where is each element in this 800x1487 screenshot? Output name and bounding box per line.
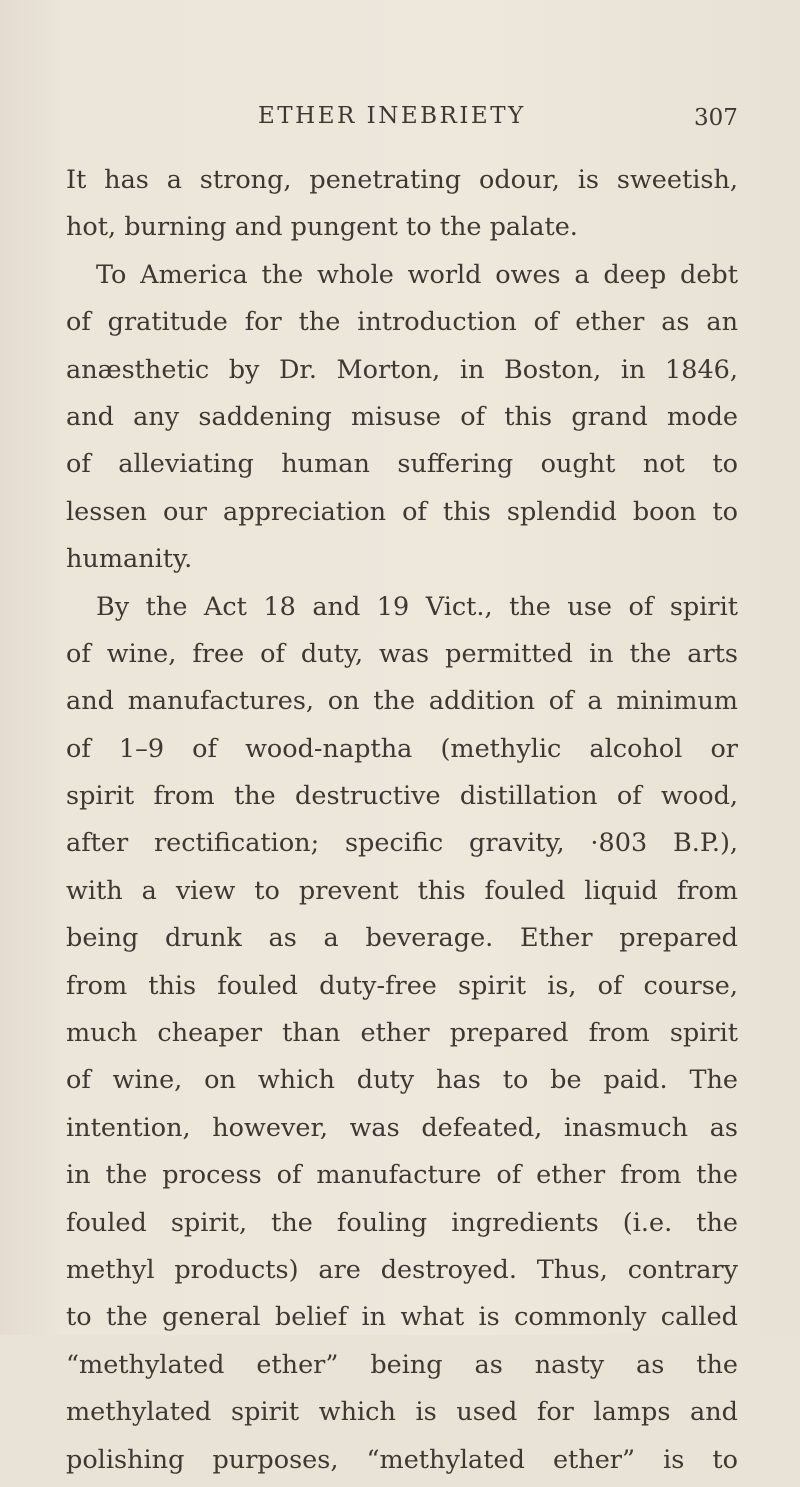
text-line: and any saddening misuse of this grand mode <box>66 401 738 432</box>
text-line: anæsthetic by Dr. Morton, in Boston, in 1846, <box>66 354 738 385</box>
text-line: polishing purposes, “methylated ether” is to <box>66 1444 738 1475</box>
text-line: after rectification; specific gravity, ·803 B.P.), <box>66 828 738 859</box>
text-line: of wine, free of duty, was permitted in the arts <box>66 638 738 669</box>
text-line: to the general belief in what is commonly called <box>66 1302 738 1333</box>
text-line: in the process of manufacture of ether from the <box>66 1160 738 1191</box>
text-line: fouled spirit, the fouling ingredients (i.e. the <box>66 1207 738 1238</box>
text-line: intention, however, was defeated, inasmuch as <box>66 1112 738 1143</box>
text-line: and manufactures, on the addition of a minimum <box>66 686 738 717</box>
text-line: of 1–9 of wood-naptha (methylic alcohol or <box>66 733 738 764</box>
text-line: humanity. <box>66 544 193 575</box>
text-line: hot, burning and pungent to the palate. <box>66 212 578 243</box>
text-line: with a view to prevent this fouled liquid from <box>66 875 738 906</box>
text-line: By the Act 18 and 19 Vict., the use of spirit <box>96 591 738 622</box>
body-text <box>66 160 738 1487</box>
text-line: of gratitude for the introduction of ether as an <box>66 307 738 338</box>
page-header <box>0 103 800 137</box>
text-line: methylated spirit which is used for lamps and <box>66 1397 738 1428</box>
text-line: To America the whole world owes a deep debt <box>96 259 738 290</box>
text-line: “methylated ether” being as nasty as the <box>66 1349 738 1380</box>
text-line: lessen our appreciation of this splendid boon to <box>66 496 738 527</box>
text-line: methyl products) are destroyed. Thus, contrary <box>66 1254 738 1285</box>
running-title: ETHER INEBRIETY <box>258 103 526 129</box>
text-line: of wine, on which duty has to be paid. The <box>66 1065 738 1096</box>
page-number: 307 <box>694 105 738 131</box>
text-line: It has a strong, penetrating odour, is sweetish, <box>66 165 738 195</box>
text-line: from this fouled duty-free spirit is, of course, <box>66 970 738 1001</box>
text-line: being drunk as a beverage. Ether prepared <box>66 923 738 954</box>
text-line: much cheaper than ether prepared from spirit <box>66 1018 738 1049</box>
text-line: spirit from the destructive distillation of wood, <box>66 781 738 812</box>
text-line: of alleviating human suffering ought not to <box>66 449 738 480</box>
